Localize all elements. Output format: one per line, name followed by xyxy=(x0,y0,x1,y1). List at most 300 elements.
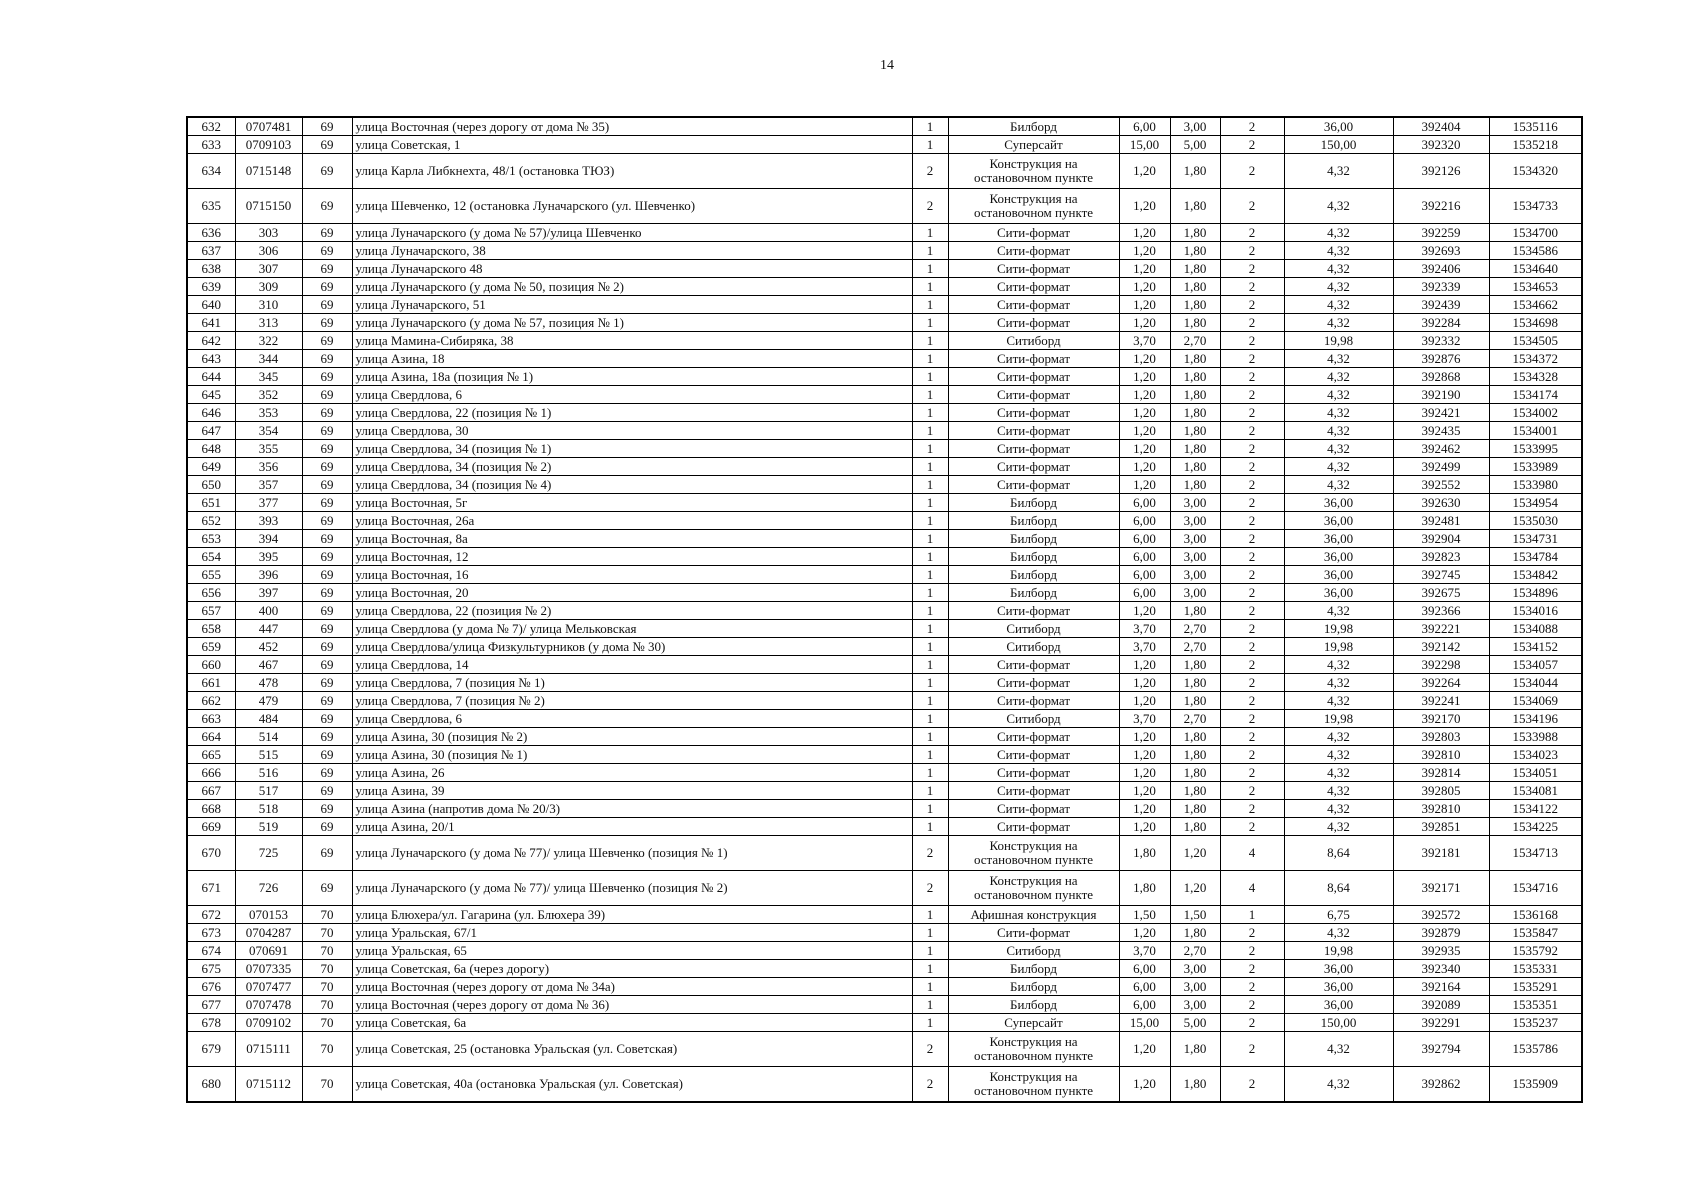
cell-address: улица Советская, 6а xyxy=(352,1014,912,1032)
cell-width: 1,20 xyxy=(1119,386,1170,404)
cell-height: 1,80 xyxy=(1170,440,1220,458)
cell-zone-number: 69 xyxy=(302,638,352,656)
cell-row-number: 667 xyxy=(187,782,235,800)
cell-row-number: 660 xyxy=(187,656,235,674)
table-row xyxy=(187,224,1582,242)
cell-surfaces: 2 xyxy=(1220,224,1284,242)
cell-structure-type: Сити-формат xyxy=(948,242,1119,260)
cell-row-number: 633 xyxy=(187,136,235,154)
cell-area: 36,00 xyxy=(1284,566,1393,584)
cell-structure-type: Сити-формат xyxy=(948,368,1119,386)
cell-structure-type: Ситиборд xyxy=(948,942,1119,960)
cell-height: 2,70 xyxy=(1170,638,1220,656)
cell-row-number: 668 xyxy=(187,800,235,818)
cell-height: 1,80 xyxy=(1170,674,1220,692)
cell-width: 3,70 xyxy=(1119,332,1170,350)
cell-width: 6,00 xyxy=(1119,117,1170,136)
table-row xyxy=(187,117,1582,136)
cell-address: улица Луначарского (у дома № 77)/ улица Шевченко (позиция № 1) xyxy=(352,836,912,871)
cell-structure-type: Ситиборд xyxy=(948,620,1119,638)
cell-coord-y: 1535786 xyxy=(1489,1032,1582,1067)
cell-structure-type: Сити-формат xyxy=(948,602,1119,620)
cell-row-number: 655 xyxy=(187,566,235,584)
cell-width: 1,20 xyxy=(1119,224,1170,242)
cell-coord-x: 392126 xyxy=(1393,154,1489,189)
cell-area: 4,32 xyxy=(1284,674,1393,692)
cell-address: улица Свердлова, 6 xyxy=(352,386,912,404)
cell-sides-count: 1 xyxy=(912,136,948,154)
cell-structure-id: 356 xyxy=(235,458,302,476)
cell-surfaces: 2 xyxy=(1220,746,1284,764)
cell-coord-y: 1533980 xyxy=(1489,476,1582,494)
cell-coord-y: 1535351 xyxy=(1489,996,1582,1014)
cell-coord-y: 1534640 xyxy=(1489,260,1582,278)
cell-coord-y: 1534328 xyxy=(1489,368,1582,386)
cell-zone-number: 69 xyxy=(302,602,352,620)
cell-height: 1,50 xyxy=(1170,906,1220,924)
cell-zone-number: 70 xyxy=(302,942,352,960)
cell-sides-count: 1 xyxy=(912,924,948,942)
cell-area: 4,32 xyxy=(1284,1067,1393,1103)
cell-surfaces: 2 xyxy=(1220,242,1284,260)
cell-structure-id: 0709102 xyxy=(235,1014,302,1032)
cell-zone-number: 69 xyxy=(302,800,352,818)
cell-zone-number: 69 xyxy=(302,458,352,476)
table-row xyxy=(187,136,1582,154)
cell-coord-x: 392291 xyxy=(1393,1014,1489,1032)
cell-coord-x: 392264 xyxy=(1393,674,1489,692)
cell-width: 1,20 xyxy=(1119,476,1170,494)
cell-zone-number: 69 xyxy=(302,350,352,368)
cell-row-number: 654 xyxy=(187,548,235,566)
cell-zone-number: 70 xyxy=(302,1032,352,1067)
cell-width: 1,50 xyxy=(1119,906,1170,924)
cell-structure-id: 0715111 xyxy=(235,1032,302,1067)
cell-area: 150,00 xyxy=(1284,136,1393,154)
cell-zone-number: 69 xyxy=(302,260,352,278)
cell-height: 3,00 xyxy=(1170,584,1220,602)
cell-structure-id: 396 xyxy=(235,566,302,584)
cell-height: 1,80 xyxy=(1170,296,1220,314)
cell-area: 4,32 xyxy=(1284,818,1393,836)
cell-coord-x: 392366 xyxy=(1393,602,1489,620)
cell-structure-id: 313 xyxy=(235,314,302,332)
cell-width: 3,70 xyxy=(1119,942,1170,960)
table-row xyxy=(187,458,1582,476)
cell-structure-id: 0704287 xyxy=(235,924,302,942)
cell-sides-count: 2 xyxy=(912,1067,948,1103)
cell-surfaces: 2 xyxy=(1220,440,1284,458)
cell-surfaces: 2 xyxy=(1220,584,1284,602)
cell-surfaces: 2 xyxy=(1220,314,1284,332)
cell-structure-type: Ситиборд xyxy=(948,638,1119,656)
cell-row-number: 638 xyxy=(187,260,235,278)
cell-row-number: 656 xyxy=(187,584,235,602)
cell-coord-x: 392794 xyxy=(1393,1032,1489,1067)
cell-coord-y: 1534001 xyxy=(1489,422,1582,440)
table-row xyxy=(187,942,1582,960)
cell-sides-count: 2 xyxy=(912,1032,948,1067)
cell-coord-x: 392406 xyxy=(1393,260,1489,278)
cell-structure-type: Сити-формат xyxy=(948,728,1119,746)
cell-coord-x: 392481 xyxy=(1393,512,1489,530)
cell-coord-x: 392340 xyxy=(1393,960,1489,978)
cell-coord-x: 392862 xyxy=(1393,1067,1489,1103)
cell-width: 1,20 xyxy=(1119,260,1170,278)
cell-surfaces: 2 xyxy=(1220,476,1284,494)
table-row xyxy=(187,530,1582,548)
cell-structure-type: Сити-формат xyxy=(948,350,1119,368)
cell-coord-y: 1535218 xyxy=(1489,136,1582,154)
cell-structure-id: 354 xyxy=(235,422,302,440)
cell-height: 1,80 xyxy=(1170,314,1220,332)
cell-address: улица Азина (напротив дома № 20/3) xyxy=(352,800,912,818)
cell-height: 1,80 xyxy=(1170,924,1220,942)
cell-zone-number: 69 xyxy=(302,818,352,836)
cell-address: улица Азина, 30 (позиция № 1) xyxy=(352,746,912,764)
cell-coord-x: 392810 xyxy=(1393,746,1489,764)
cell-area: 4,32 xyxy=(1284,224,1393,242)
cell-sides-count: 1 xyxy=(912,996,948,1014)
cell-structure-type: Сити-формат xyxy=(948,224,1119,242)
cell-address: улица Свердлова, 34 (позиция № 1) xyxy=(352,440,912,458)
cell-coord-y: 1534505 xyxy=(1489,332,1582,350)
cell-coord-y: 1534586 xyxy=(1489,242,1582,260)
cell-row-number: 674 xyxy=(187,942,235,960)
cell-height: 3,00 xyxy=(1170,494,1220,512)
cell-structure-id: 395 xyxy=(235,548,302,566)
cell-structure-id: 307 xyxy=(235,260,302,278)
cell-coord-x: 392693 xyxy=(1393,242,1489,260)
cell-coord-y: 1536168 xyxy=(1489,906,1582,924)
cell-area: 8,64 xyxy=(1284,836,1393,871)
cell-coord-y: 1534733 xyxy=(1489,189,1582,224)
cell-structure-id: 0709103 xyxy=(235,136,302,154)
cell-coord-y: 1534152 xyxy=(1489,638,1582,656)
cell-address: улица Свердлова/улица Физкультурников (у дома № 30) xyxy=(352,638,912,656)
cell-row-number: 649 xyxy=(187,458,235,476)
cell-width: 6,00 xyxy=(1119,584,1170,602)
cell-area: 4,32 xyxy=(1284,476,1393,494)
cell-address: улица Луначарского, 38 xyxy=(352,242,912,260)
cell-row-number: 673 xyxy=(187,924,235,942)
cell-sides-count: 1 xyxy=(912,960,948,978)
cell-address: улица Восточная, 8а xyxy=(352,530,912,548)
cell-coord-x: 392404 xyxy=(1393,117,1489,136)
cell-coord-x: 392552 xyxy=(1393,476,1489,494)
cell-sides-count: 1 xyxy=(912,260,948,278)
cell-row-number: 632 xyxy=(187,117,235,136)
cell-surfaces: 2 xyxy=(1220,818,1284,836)
cell-structure-id: 303 xyxy=(235,224,302,242)
cell-surfaces: 2 xyxy=(1220,189,1284,224)
cell-zone-number: 69 xyxy=(302,314,352,332)
cell-structure-id: 726 xyxy=(235,871,302,906)
cell-address: улица Луначарского (у дома № 57)/улица Шевченко xyxy=(352,224,912,242)
cell-structure-type: Сити-формат xyxy=(948,386,1119,404)
cell-row-number: 664 xyxy=(187,728,235,746)
cell-coord-y: 1534196 xyxy=(1489,710,1582,728)
cell-row-number: 642 xyxy=(187,332,235,350)
cell-structure-id: 353 xyxy=(235,404,302,422)
table-row xyxy=(187,836,1582,871)
cell-coord-y: 1535847 xyxy=(1489,924,1582,942)
cell-sides-count: 1 xyxy=(912,440,948,458)
cell-sides-count: 1 xyxy=(912,548,948,566)
cell-height: 1,80 xyxy=(1170,1032,1220,1067)
cell-coord-x: 392904 xyxy=(1393,530,1489,548)
cell-coord-x: 392630 xyxy=(1393,494,1489,512)
cell-coord-y: 1534225 xyxy=(1489,818,1582,836)
table-row xyxy=(187,656,1582,674)
cell-structure-type: Билборд xyxy=(948,512,1119,530)
cell-structure-id: 478 xyxy=(235,674,302,692)
cell-zone-number: 69 xyxy=(302,656,352,674)
cell-height: 1,80 xyxy=(1170,260,1220,278)
cell-coord-y: 1535909 xyxy=(1489,1067,1582,1103)
cell-width: 1,20 xyxy=(1119,746,1170,764)
cell-row-number: 678 xyxy=(187,1014,235,1032)
cell-height: 1,80 xyxy=(1170,764,1220,782)
cell-height: 1,80 xyxy=(1170,782,1220,800)
cell-address: улица Свердлова, 7 (позиция № 1) xyxy=(352,674,912,692)
cell-row-number: 648 xyxy=(187,440,235,458)
cell-zone-number: 69 xyxy=(302,224,352,242)
cell-area: 36,00 xyxy=(1284,584,1393,602)
table-row xyxy=(187,386,1582,404)
cell-coord-y: 1534044 xyxy=(1489,674,1582,692)
cell-height: 1,80 xyxy=(1170,422,1220,440)
cell-address: улица Свердлова, 30 xyxy=(352,422,912,440)
cell-surfaces: 2 xyxy=(1220,136,1284,154)
cell-surfaces: 2 xyxy=(1220,566,1284,584)
table-row xyxy=(187,924,1582,942)
cell-width: 1,20 xyxy=(1119,189,1170,224)
table-row xyxy=(187,314,1582,332)
table-row xyxy=(187,278,1582,296)
cell-row-number: 661 xyxy=(187,674,235,692)
cell-address: улица Луначарского (у дома № 77)/ улица Шевченко (позиция № 2) xyxy=(352,871,912,906)
cell-structure-id: 479 xyxy=(235,692,302,710)
cell-structure-type: Сити-формат xyxy=(948,746,1119,764)
cell-coord-x: 392876 xyxy=(1393,350,1489,368)
cell-coord-x: 392190 xyxy=(1393,386,1489,404)
cell-area: 4,32 xyxy=(1284,278,1393,296)
cell-height: 2,70 xyxy=(1170,332,1220,350)
cell-structure-id: 355 xyxy=(235,440,302,458)
cell-surfaces: 2 xyxy=(1220,296,1284,314)
cell-height: 2,70 xyxy=(1170,942,1220,960)
cell-coord-y: 1534784 xyxy=(1489,548,1582,566)
cell-sides-count: 1 xyxy=(912,764,948,782)
cell-zone-number: 69 xyxy=(302,368,352,386)
cell-structure-type: Сити-формат xyxy=(948,458,1119,476)
cell-structure-id: 516 xyxy=(235,764,302,782)
cell-sides-count: 1 xyxy=(912,476,948,494)
cell-zone-number: 70 xyxy=(302,978,352,996)
cell-coord-x: 392745 xyxy=(1393,566,1489,584)
cell-structure-id: 0707478 xyxy=(235,996,302,1014)
cell-address: улица Восточная, 20 xyxy=(352,584,912,602)
table-row xyxy=(187,260,1582,278)
cell-address: улица Уральская, 67/1 xyxy=(352,924,912,942)
cell-height: 3,00 xyxy=(1170,548,1220,566)
cell-sides-count: 1 xyxy=(912,566,948,584)
cell-structure-id: 310 xyxy=(235,296,302,314)
cell-surfaces: 2 xyxy=(1220,602,1284,620)
cell-width: 1,20 xyxy=(1119,674,1170,692)
cell-structure-type: Ситиборд xyxy=(948,710,1119,728)
cell-sides-count: 1 xyxy=(912,368,948,386)
cell-structure-type: Сити-формат xyxy=(948,476,1119,494)
cell-structure-id: 467 xyxy=(235,656,302,674)
cell-structure-id: 306 xyxy=(235,242,302,260)
table-row xyxy=(187,764,1582,782)
cell-width: 1,20 xyxy=(1119,422,1170,440)
cell-surfaces: 2 xyxy=(1220,422,1284,440)
cell-zone-number: 69 xyxy=(302,404,352,422)
cell-surfaces: 2 xyxy=(1220,764,1284,782)
cell-coord-x: 392089 xyxy=(1393,996,1489,1014)
cell-surfaces: 2 xyxy=(1220,260,1284,278)
cell-area: 4,32 xyxy=(1284,746,1393,764)
cell-area: 4,32 xyxy=(1284,692,1393,710)
cell-coord-y: 1535331 xyxy=(1489,960,1582,978)
cell-area: 36,00 xyxy=(1284,494,1393,512)
cell-sides-count: 1 xyxy=(912,906,948,924)
cell-surfaces: 2 xyxy=(1220,728,1284,746)
cell-address: улица Восточная, 16 xyxy=(352,566,912,584)
cell-structure-type: Конструкция на остановочном пункте xyxy=(948,871,1119,906)
cell-row-number: 640 xyxy=(187,296,235,314)
cell-zone-number: 69 xyxy=(302,871,352,906)
cell-structure-type: Билборд xyxy=(948,117,1119,136)
cell-sides-count: 1 xyxy=(912,656,948,674)
cell-row-number: 639 xyxy=(187,278,235,296)
cell-coord-y: 1534057 xyxy=(1489,656,1582,674)
cell-address: улица Карла Либкнехта, 48/1 (остановка ТЮЗ) xyxy=(352,154,912,189)
cell-row-number: 657 xyxy=(187,602,235,620)
cell-zone-number: 69 xyxy=(302,620,352,638)
cell-address: улица Шевченко, 12 (остановка Луначарского (ул. Шевченко) xyxy=(352,189,912,224)
cell-zone-number: 69 xyxy=(302,154,352,189)
table-row xyxy=(187,350,1582,368)
table-row xyxy=(187,440,1582,458)
cell-area: 19,98 xyxy=(1284,620,1393,638)
cell-surfaces: 2 xyxy=(1220,404,1284,422)
cell-width: 1,20 xyxy=(1119,154,1170,189)
cell-area: 4,32 xyxy=(1284,656,1393,674)
cell-address: улица Блюхера/ул. Гагарина (ул. Блюхера 39) xyxy=(352,906,912,924)
cell-height: 2,70 xyxy=(1170,620,1220,638)
cell-coord-y: 1534051 xyxy=(1489,764,1582,782)
cell-address: улица Свердлова, 34 (позиция № 4) xyxy=(352,476,912,494)
cell-area: 150,00 xyxy=(1284,1014,1393,1032)
cell-zone-number: 70 xyxy=(302,906,352,924)
cell-structure-id: 447 xyxy=(235,620,302,638)
cell-coord-y: 1534023 xyxy=(1489,746,1582,764)
cell-zone-number: 70 xyxy=(302,996,352,1014)
cell-surfaces: 2 xyxy=(1220,710,1284,728)
cell-width: 6,00 xyxy=(1119,530,1170,548)
cell-coord-y: 1535116 xyxy=(1489,117,1582,136)
cell-address: улица Мамина-Сибиряка, 38 xyxy=(352,332,912,350)
cell-zone-number: 69 xyxy=(302,494,352,512)
cell-width: 1,20 xyxy=(1119,656,1170,674)
table-row xyxy=(187,512,1582,530)
cell-address: улица Свердлова, 6 xyxy=(352,710,912,728)
cell-coord-x: 392284 xyxy=(1393,314,1489,332)
cell-structure-id: 344 xyxy=(235,350,302,368)
cell-height: 1,80 xyxy=(1170,746,1220,764)
cell-height: 1,80 xyxy=(1170,154,1220,189)
table-body xyxy=(187,117,1582,1102)
page-number: 14 xyxy=(880,58,894,73)
cell-height: 3,00 xyxy=(1170,978,1220,996)
cell-structure-id: 518 xyxy=(235,800,302,818)
cell-width: 1,20 xyxy=(1119,728,1170,746)
cell-surfaces: 2 xyxy=(1220,117,1284,136)
cell-structure-id: 0715148 xyxy=(235,154,302,189)
cell-zone-number: 69 xyxy=(302,332,352,350)
cell-structure-id: 725 xyxy=(235,836,302,871)
cell-coord-y: 1534954 xyxy=(1489,494,1582,512)
cell-sides-count: 1 xyxy=(912,1014,948,1032)
cell-structure-type: Сити-формат xyxy=(948,692,1119,710)
cell-area: 4,32 xyxy=(1284,350,1393,368)
cell-address: улица Луначарского (у дома № 50, позиция № 2) xyxy=(352,278,912,296)
cell-zone-number: 69 xyxy=(302,782,352,800)
cell-area: 8,64 xyxy=(1284,871,1393,906)
cell-coord-y: 1533988 xyxy=(1489,728,1582,746)
cell-coord-x: 392298 xyxy=(1393,656,1489,674)
cell-coord-y: 1534081 xyxy=(1489,782,1582,800)
cell-height: 2,70 xyxy=(1170,710,1220,728)
cell-height: 5,00 xyxy=(1170,136,1220,154)
cell-surfaces: 2 xyxy=(1220,458,1284,476)
cell-area: 36,00 xyxy=(1284,548,1393,566)
cell-surfaces: 2 xyxy=(1220,978,1284,996)
cell-structure-type: Билборд xyxy=(948,960,1119,978)
cell-sides-count: 1 xyxy=(912,674,948,692)
cell-address: улица Советская, 25 (остановка Уральская (ул. Советская) xyxy=(352,1032,912,1067)
cell-row-number: 677 xyxy=(187,996,235,1014)
cell-width: 1,20 xyxy=(1119,242,1170,260)
cell-row-number: 675 xyxy=(187,960,235,978)
cell-height: 1,80 xyxy=(1170,224,1220,242)
cell-width: 6,00 xyxy=(1119,960,1170,978)
cell-area: 4,32 xyxy=(1284,386,1393,404)
cell-zone-number: 69 xyxy=(302,512,352,530)
cell-address: улица Свердлова, 22 (позиция № 1) xyxy=(352,404,912,422)
cell-surfaces: 2 xyxy=(1220,1067,1284,1103)
cell-structure-id: 519 xyxy=(235,818,302,836)
cell-coord-x: 392675 xyxy=(1393,584,1489,602)
cell-height: 1,80 xyxy=(1170,818,1220,836)
cell-row-number: 652 xyxy=(187,512,235,530)
cell-sides-count: 1 xyxy=(912,584,948,602)
cell-area: 4,32 xyxy=(1284,260,1393,278)
cell-structure-type: Сити-формат xyxy=(948,314,1119,332)
cell-width: 1,80 xyxy=(1119,836,1170,871)
cell-structure-type: Ситиборд xyxy=(948,332,1119,350)
cell-structure-id: 0715112 xyxy=(235,1067,302,1103)
cell-row-number: 676 xyxy=(187,978,235,996)
cell-address: улица Восточная (через дорогу от дома № 34а) xyxy=(352,978,912,996)
cell-structure-type: Конструкция на остановочном пункте xyxy=(948,154,1119,189)
cell-sides-count: 1 xyxy=(912,942,948,960)
cell-structure-type: Билборд xyxy=(948,494,1119,512)
